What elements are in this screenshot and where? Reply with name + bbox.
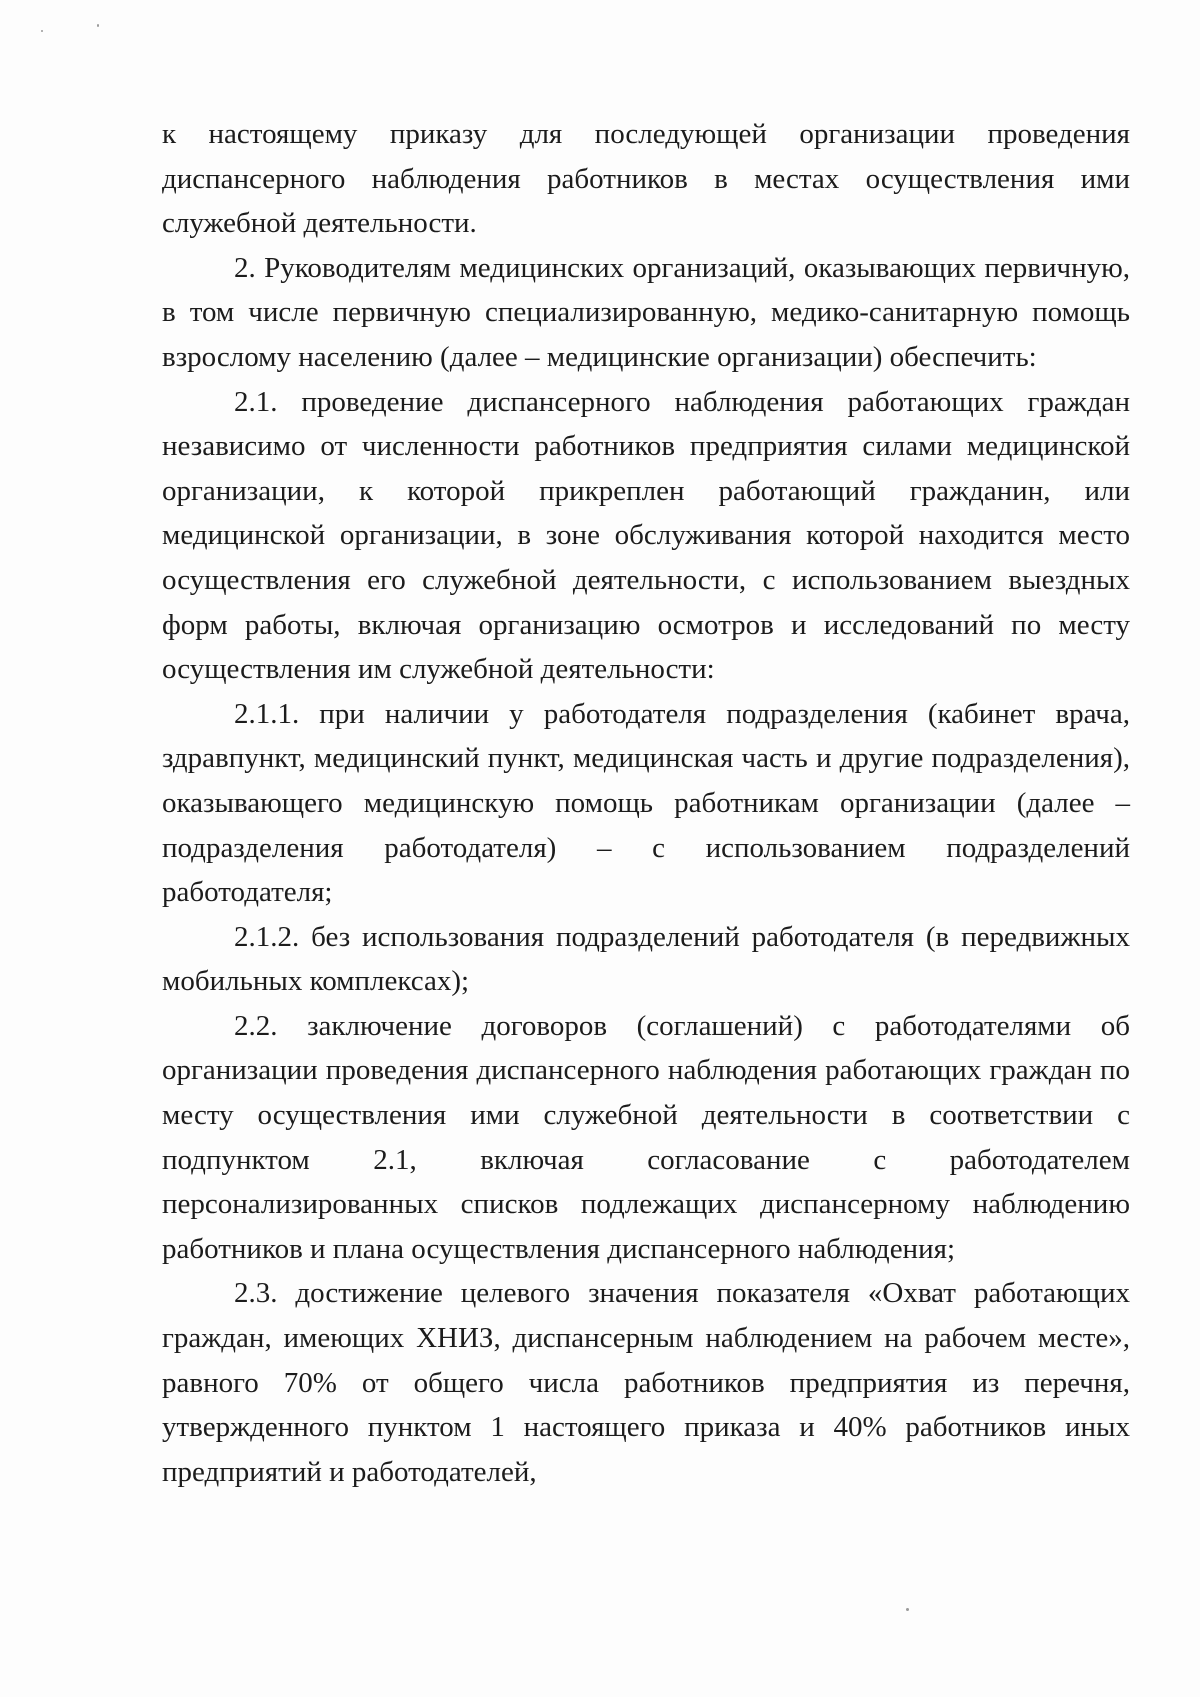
paragraph-2-1: 2.1. проведение диспансерного наблюдения работающих граждан независимо от численности работников предприятия силами медицинской организации, к которой прикреплен работающий гражданин, или медицинской организации, в зоне обслуживания которой находится место осуществления его служебной деятельности, с использованием выездных форм работы, включая организацию осмотров и исследований по месту осуществления им служебной деятельности: — [162, 385, 1130, 686]
document-body — [162, 112, 1130, 1494]
paragraph-2-3: 2.3. достижение целевого значения показателя «Охват работающих граждан, имеющих ХНИЗ, диспансерным наблюдением на рабочем месте», равного 70% от общего числа работников предприятия из перечня, утвержденного пунктом 1 настоящего приказа и 40% работников иных предприятий и работодателей, — [162, 1277, 1130, 1488]
scan-speck — [906, 1608, 909, 1611]
scan-speck — [97, 24, 99, 27]
scan-speck — [41, 30, 43, 32]
paragraph-2-2: 2.2. заключение договоров (соглашений) с работодателями об организации проведения диспансерного наблюдения работающих граждан по месту осуществления ими служебной деятельности в соответствии с подпунктом 2.1, включая согласование с работодателем персонализированных списков подлежащих диспансерному наблюдению работников и плана осуществления диспансерного наблюдения; — [162, 1009, 1130, 1265]
paragraph-2-1-1: 2.1.1. при наличии у работодателя подразделения (кабинет врача, здравпункт, медицинский пункт, медицинская часть и другие подразделения), оказывающего медицинскую помощь работникам организации (далее – подразделения работодателя) – с использованием подразделений работодателя; — [162, 697, 1130, 909]
paragraph-2: 2. Руководителям медицинских организаций, оказывающих первичную, в том числе первичную специализированную, медико-санитарную помощь взрослому населению (далее – медицинские организации) обеспечить: — [162, 251, 1130, 373]
paragraph-2-1-2: 2.1.2. без использования подразделений работодателя (в передвижных мобильных комплексах); — [162, 920, 1130, 998]
paragraph-continuation: к настоящему приказу для последующей организации проведения диспансерного наблюдения работников в местах осуществления ими служебной деятельности. — [162, 118, 1130, 240]
